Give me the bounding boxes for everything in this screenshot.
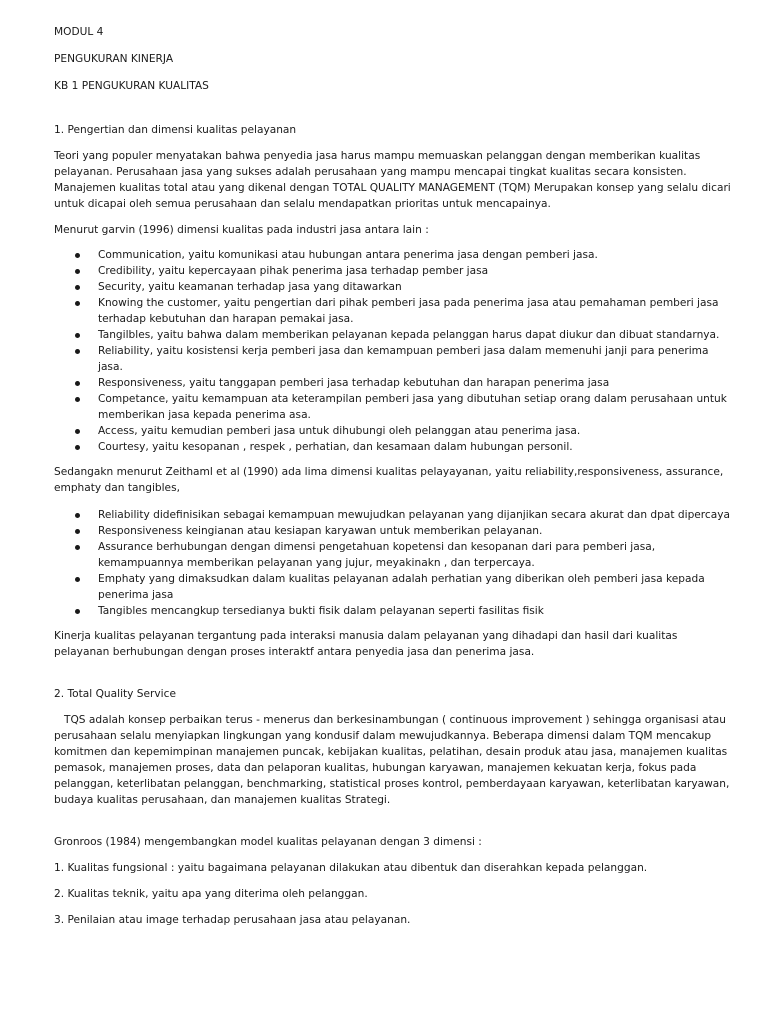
- zeithaml-list: [54, 507, 734, 619]
- garvin-list: [54, 247, 734, 455]
- bullet-icon: [75, 301, 80, 306]
- list-item: Emphaty yang dimaksudkan dalam kualitas pelayanan adalah perhatian yang diberikan oleh pemberi jasa kepada penerima jasa: [54, 571, 734, 603]
- dimension-item: 1. Kualitas fungsional : yaitu bagaimana pelayanan dilakukan atau dibentuk dan diserahkan kepada pelanggan.: [54, 862, 648, 874]
- zeithaml-intro: Sedangakn menurut Zeithaml et al (1990) ada lima dimensi kualitas pelayayanan, yaitu reliability,responsiveness, assurance, emphaty dan tangibles,: [54, 466, 724, 494]
- section1-intro: Teori yang populer menyatakan bahwa penyedia jasa harus mampu memuaskan pelanggan dengan memberikan kualitas pelayanan. Perusahaan jasa yang sukses adalah perusahaan yang mampu mencapai tingkat kualitas secara konsisten. Manajemen kualitas total atau yang dikenal dengan TOTAL QUALITY MANAGEMENT (TQM) Merupakan konsep yang selalu dicari untuk dicapai oleh semua perusahaan dan selalu mendapatkan prioritas untuk mencapainya.: [54, 150, 731, 210]
- list-item: Responsiveness, yaitu tanggapan pemberi jasa terhadap kebutuhan dan harapan penerima jasa: [54, 375, 734, 391]
- module-label: MODUL 4: [54, 26, 104, 38]
- list-item: Courtesy, yaitu kesopanan , respek , perhatian, dan kesamaan dalam hubungan personil.: [54, 439, 734, 455]
- section2-body: TQS adalah konsep perbaikan terus - menerus dan berkesinambungan ( continuous improvement ) sehingga organisasi atau perusahaan selalu menyiapkan lingkungan yang kondusif dalam mewujudkannya. Beberapa dimensi dalam TQM mencakup komitmen dan kepemimpinan manajemen puncak, kebijakan kualitas, pelatihan, desain produk atau jasa, manajemen kualitas pemasok, manajemen proses, data dan pelaporan kualitas, hubungan karyawan, manajemen kekuatan kerja, fokus pada pelanggan, keterlibatan pelanggan, benchmarking, statistical proses kontrol, pemberdayaan karyawan, keterlibatan karyawan, budaya kualitas perusahaan, dan manajemen kualitas Strategi.: [54, 714, 730, 806]
- list-item: Assurance berhubungan dengan dimensi pengetahuan kopetensi dan kesopanan dari para pemberi jasa, kemampuannya memberikan pelayanan yang jujur, meyakinakn , dan terpercaya.: [54, 539, 734, 571]
- gronroos-intro: Gronroos (1984) mengembangkan model kualitas pelayanan dengan 3 dimensi :: [54, 836, 482, 848]
- dimension-item: 2. Kualitas teknik, yaitu apa yang diterima oleh pelanggan.: [54, 888, 368, 900]
- subject-label: PENGUKURAN KINERJA: [54, 53, 174, 65]
- bullet-icon: [75, 577, 80, 582]
- garvin-intro: Menurut garvin (1996) dimensi kualitas pada industri jasa antara lain :: [54, 224, 429, 236]
- bullet-icon: [75, 529, 80, 534]
- bullet-icon: [75, 285, 80, 290]
- section1-heading: 1. Pengertian dan dimensi kualitas pelayanan: [54, 124, 297, 136]
- document-page: [54, 24, 734, 928]
- list-item: Tangilbles, yaitu bahwa dalam memberikan pelayanan kepada pelanggan harus dapat diukur dan dibuat standarnya.: [54, 327, 734, 343]
- list-item: Responsiveness keingianan atau kesiapan karyawan untuk memberikan pelayanan.: [54, 523, 734, 539]
- kb-label: KB 1 PENGUKURAN KUALITAS: [54, 80, 209, 92]
- bullet-icon: [75, 545, 80, 550]
- list-item: Credibility, yaitu kepercayaan pihak penerima jasa terhadap pember jasa: [54, 263, 734, 279]
- bullet-icon: [75, 429, 80, 434]
- list-item: Security, yaitu keamanan terhadap jasa yang ditawarkan: [54, 279, 734, 295]
- list-item: Communication, yaitu komunikasi atau hubungan antara penerima jasa dengan pemberi jasa.: [54, 247, 734, 263]
- list-item: Competance, yaitu kemampuan ata keterampilan pemberi jasa yang dibutuhan setiap orang dalam perusahaan untuk memberikan jasa kepada penerima asa.: [54, 391, 734, 423]
- section2-heading: 2. Total Quality Service: [54, 688, 176, 700]
- list-item: Reliability, yaitu kosistensi kerja pemberi jasa dan kemampuan pemberi jasa dalam memenuhi janji para penerima jasa.: [54, 343, 734, 375]
- bullet-icon: [75, 445, 80, 450]
- bullet-icon: [75, 333, 80, 338]
- list-item: Access, yaitu kemudian pemberi jasa untuk dihubungi oleh pelanggan atau penerima jasa.: [54, 423, 734, 439]
- list-item: Tangibles mencangkup tersedianya bukti fisik dalam pelayanan seperti fasilitas fisik: [54, 603, 734, 619]
- bullet-icon: [75, 513, 80, 518]
- bullet-icon: [75, 349, 80, 354]
- section1-closing: Kinerja kualitas pelayanan tergantung pada interaksi manusia dalam pelayanan yang dihadapi dan hasil dari kualitas pelayanan berhubungan dengan proses interaktf antara penyedia jasa dan penerima jasa.: [54, 630, 678, 658]
- list-item: Knowing the customer, yaitu pengertian dari pihak pemberi jasa pada penerima jasa atau pemahaman pemberi jasa terhadap kebutuhan dan harapan pemakai jasa.: [54, 295, 734, 327]
- bullet-icon: [75, 269, 80, 274]
- dimension-item: 3. Penilaian atau image terhadap perusahaan jasa atau pelayanan.: [54, 914, 411, 926]
- list-item: Reliability didefinisikan sebagai kemampuan mewujudkan pelayanan yang dijanjikan secara akurat dan dpat dipercaya: [54, 507, 734, 523]
- bullet-icon: [75, 253, 80, 258]
- bullet-icon: [75, 381, 80, 386]
- bullet-icon: [75, 397, 80, 402]
- bullet-icon: [75, 609, 80, 614]
